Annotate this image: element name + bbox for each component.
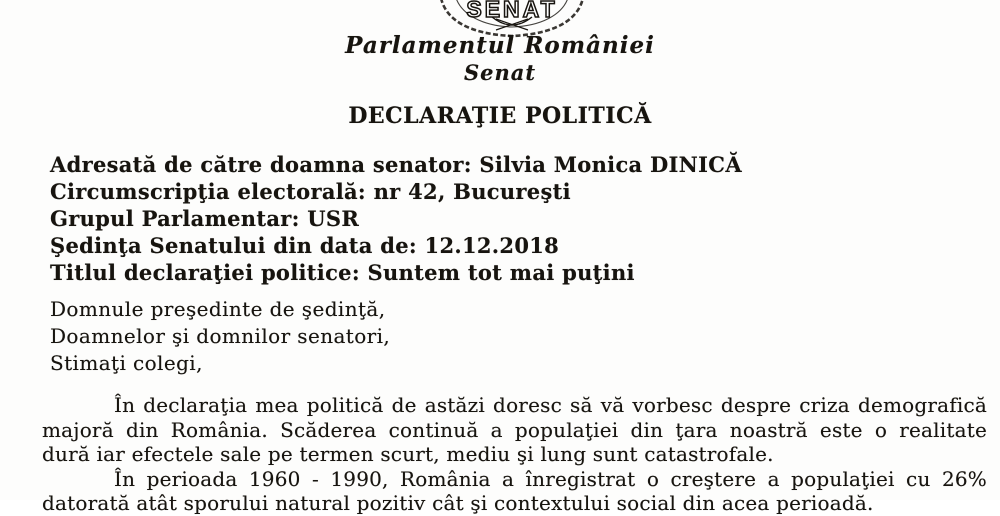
seal-text: SENAT — [466, 0, 558, 22]
meta-declaration-title: Titlul declaraţiei politice: Suntem tot mai puţini — [50, 260, 635, 285]
metadata-block — [50, 151, 985, 286]
salutation-colleagues: Stimaţi colegi, — [50, 351, 203, 375]
meta-session-date: Şedinţa Senatului din data de: 12.12.2018 — [50, 233, 560, 258]
document-title: DECLARAŢIE POLITICĂ — [348, 103, 652, 129]
institution-title: Parlamentul României — [345, 32, 655, 59]
body-p1-line2: majoră din România. Scăderea continuă a populaţiei din ţara noastră este o realitate — [42, 417, 987, 442]
meta-constituency: Circumscripţia electorală: nr 42, Bucureşti — [50, 179, 571, 204]
body-p2-line2-clipped: datorată atât sporului natural pozitiv cât şi contextului social din acea perioadă. — [42, 491, 874, 515]
salutation-president: Domnule preşedinte de şedinţă, — [50, 297, 386, 321]
salutation-senators: Doamnelor şi domnilor senatori, — [50, 324, 391, 348]
body-p2-line1: În perioada 1960 - 1990, România a înregistrat o creştere a populaţiei cu 26% — [114, 466, 987, 491]
chamber-title: Senat — [463, 60, 537, 85]
body-paragraphs — [42, 393, 987, 516]
meta-addressed-by: Adresată de către doamna senator: Silvia Monica DINICĂ — [50, 152, 742, 177]
body-p1-line3: dură iar efectele sale pe termen scurt, mediu şi lung sunt catastrofale. — [42, 442, 774, 466]
body-p1-line1: În declaraţia mea politică de astăzi doresc să vă vorbesc despre criza demografică — [114, 393, 987, 417]
meta-parliamentary-group: Grupul Parlamentar: USR — [50, 206, 360, 231]
salutation-block — [50, 296, 985, 377]
